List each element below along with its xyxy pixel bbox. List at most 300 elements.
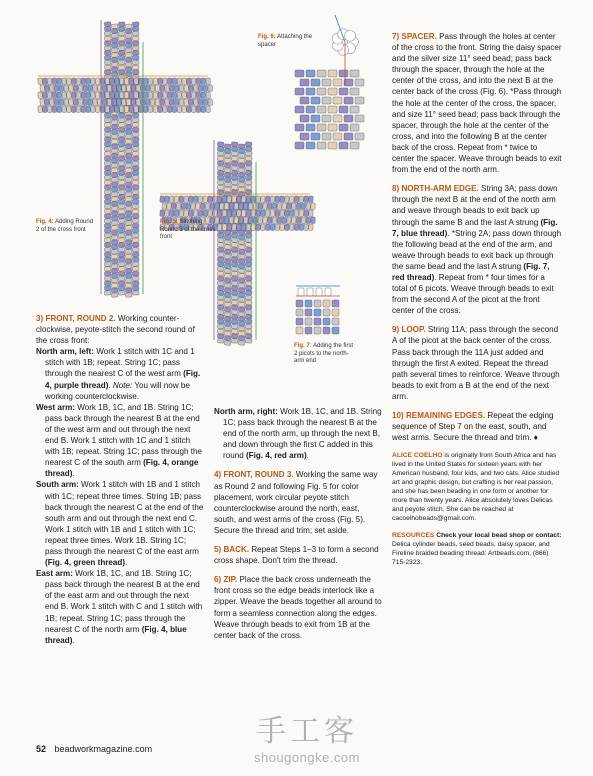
- bead: [217, 276, 224, 281]
- bead: [50, 99, 55, 106]
- bead: [74, 85, 79, 92]
- bead: [104, 243, 111, 248]
- bead: [238, 163, 245, 168]
- bead: [59, 85, 64, 92]
- bead: [238, 321, 245, 326]
- bead: [111, 24, 118, 29]
- bead: [81, 106, 86, 113]
- bead: [344, 97, 353, 104]
- bead: [45, 99, 50, 106]
- bead: [118, 204, 125, 209]
- bead: [111, 274, 118, 279]
- bead: [104, 267, 111, 272]
- bead: [125, 115, 132, 120]
- bead: [245, 334, 252, 339]
- bead: [187, 78, 192, 85]
- bead: [253, 217, 258, 224]
- bead: [224, 326, 231, 331]
- bead: [333, 133, 342, 140]
- bead: [217, 324, 224, 329]
- bead: [132, 223, 139, 228]
- bead: [231, 252, 238, 257]
- bead: [332, 309, 339, 316]
- bead: [118, 286, 125, 291]
- bead: [126, 99, 131, 106]
- bead: [125, 130, 132, 135]
- bead: [177, 106, 182, 113]
- bead: [219, 217, 224, 224]
- bead: [217, 295, 224, 300]
- bead: [217, 271, 224, 276]
- bead: [301, 203, 306, 210]
- bead: [115, 106, 120, 113]
- bead: [243, 217, 248, 224]
- bead: [118, 151, 125, 156]
- bead: [83, 85, 88, 92]
- fig7-caption: Fig. 7: Adding the first 2 picots to the north-arm end: [294, 343, 354, 365]
- bead: [201, 92, 206, 99]
- bead: [304, 196, 309, 203]
- bead: [245, 262, 252, 267]
- bead: [104, 271, 111, 276]
- bead: [263, 203, 268, 210]
- bead: [143, 92, 148, 99]
- bead: [245, 300, 252, 305]
- bead: [203, 99, 208, 106]
- bead: [217, 319, 224, 324]
- bead: [355, 115, 364, 122]
- bead: [111, 144, 118, 149]
- bead: [232, 210, 237, 217]
- bead: [47, 92, 52, 99]
- bead: [208, 99, 213, 106]
- bead: [238, 240, 245, 245]
- bead: [201, 78, 206, 85]
- bead: [261, 224, 266, 231]
- bead: [306, 106, 315, 113]
- bead: [182, 78, 187, 85]
- bead: [104, 195, 111, 200]
- bead: [355, 79, 364, 86]
- bead: [245, 329, 252, 334]
- bead: [132, 228, 139, 233]
- bead: [198, 196, 203, 203]
- bead: [294, 196, 299, 203]
- bead: [76, 92, 81, 99]
- bead: [118, 31, 125, 36]
- bead: [167, 203, 172, 210]
- page-footer: [36, 744, 152, 754]
- bead: [231, 334, 238, 339]
- bead: [104, 156, 111, 161]
- bead: [275, 210, 280, 217]
- left-column: [36, 313, 204, 646]
- bead: [125, 67, 132, 72]
- bead: [163, 106, 168, 113]
- bead: [311, 115, 320, 122]
- bead: [205, 203, 210, 210]
- bead: [309, 224, 314, 231]
- bead: [224, 264, 231, 269]
- bead: [167, 78, 172, 85]
- bead: [224, 259, 231, 264]
- bead: [119, 92, 124, 99]
- bead: [174, 196, 179, 203]
- bead: [95, 106, 100, 113]
- bead: [217, 252, 224, 257]
- bead: [104, 180, 111, 185]
- bead: [241, 196, 246, 203]
- bead: [231, 243, 238, 248]
- bead: [104, 204, 111, 209]
- bead: [248, 217, 253, 224]
- bead: [300, 97, 309, 104]
- bead: [344, 115, 353, 122]
- bead: [118, 291, 125, 296]
- bead: [291, 203, 296, 210]
- bead: [198, 210, 203, 217]
- bead: [245, 324, 252, 329]
- bead: [132, 219, 139, 224]
- bead: [238, 158, 245, 163]
- bead: [104, 36, 111, 41]
- bead: [43, 78, 48, 85]
- bead: [38, 92, 43, 99]
- bead: [111, 130, 118, 135]
- bead: [111, 173, 118, 178]
- bead: [296, 203, 301, 210]
- bead: [104, 147, 111, 152]
- bead: [111, 206, 118, 211]
- bead: [125, 53, 132, 58]
- bead: [253, 203, 258, 210]
- bead: [224, 168, 231, 173]
- bead: [132, 175, 139, 180]
- bead: [332, 300, 339, 307]
- bead: [182, 106, 187, 113]
- bead: [111, 197, 118, 202]
- bead: [104, 137, 111, 142]
- bead: [238, 307, 245, 312]
- bead: [76, 106, 81, 113]
- bead: [143, 78, 148, 85]
- bead: [118, 137, 125, 142]
- bead: [111, 115, 118, 120]
- bead: [104, 286, 111, 291]
- bead: [224, 288, 231, 293]
- bead: [261, 210, 266, 217]
- bead: [71, 106, 76, 113]
- bead: [231, 247, 238, 252]
- bead: [296, 327, 303, 334]
- bead: [355, 97, 364, 104]
- fig5-caption: Fig. 5: Stitching Round 3 of the cross front: [160, 219, 216, 241]
- bead: [118, 247, 125, 252]
- bead: [111, 43, 118, 48]
- bead: [111, 192, 118, 197]
- bead: [132, 27, 139, 32]
- bead: [52, 106, 57, 113]
- bead: [280, 196, 285, 203]
- bead: [201, 106, 206, 113]
- bead: [224, 144, 231, 149]
- bead: [328, 106, 337, 113]
- bead: [134, 78, 139, 85]
- bead: [272, 217, 277, 224]
- bead: [111, 264, 118, 269]
- bead: [118, 127, 125, 132]
- bead: [111, 58, 118, 63]
- bead: [309, 210, 314, 217]
- bead: [179, 99, 184, 106]
- bead: [132, 142, 139, 147]
- bead: [231, 319, 238, 324]
- bead: [132, 257, 139, 262]
- bead: [294, 210, 299, 217]
- bead: [118, 22, 125, 27]
- bead: [275, 196, 280, 203]
- bead: [277, 217, 282, 224]
- bead: [238, 230, 245, 235]
- bead: [111, 278, 118, 283]
- bead: [83, 99, 88, 106]
- bead: [125, 264, 132, 269]
- bead: [132, 243, 139, 248]
- bead: [194, 85, 199, 92]
- bead: [177, 78, 182, 85]
- bead: [86, 78, 91, 85]
- bead: [170, 99, 175, 106]
- fig7-picot-diagram: [296, 286, 340, 334]
- bead: [111, 283, 118, 288]
- bead: [224, 187, 231, 192]
- bead: [110, 106, 115, 113]
- bead: [258, 217, 263, 224]
- bead: [306, 217, 311, 224]
- bead: [118, 281, 125, 286]
- bead: [295, 88, 304, 95]
- bead: [217, 310, 224, 315]
- bead: [258, 203, 263, 210]
- bead: [118, 214, 125, 219]
- bead: [238, 259, 245, 264]
- bead: [251, 210, 256, 217]
- bead: [38, 106, 43, 113]
- bead: [104, 233, 111, 238]
- bead: [270, 210, 275, 217]
- bead: [217, 329, 224, 334]
- bead: [111, 240, 118, 245]
- bead: [104, 166, 111, 171]
- bead: [296, 318, 303, 325]
- bead: [322, 79, 331, 86]
- bead: [238, 173, 245, 178]
- bead: [339, 88, 348, 95]
- bead: [62, 106, 67, 113]
- bead: [95, 78, 100, 85]
- bead: [245, 243, 252, 248]
- step-5: 5) BACK. Repeat Steps 1–3 to form a second cross shape. Don't trim the thread.: [214, 545, 379, 566]
- bead: [118, 271, 125, 276]
- bead: [118, 147, 125, 152]
- fig6-caption: Fig. 6: Attaching the spacer: [258, 34, 313, 48]
- bead: [139, 78, 144, 85]
- bead: [238, 326, 245, 331]
- bead: [238, 273, 245, 278]
- bead: [231, 300, 238, 305]
- bead: [167, 92, 172, 99]
- bead: [160, 210, 165, 217]
- bead: [132, 185, 139, 190]
- bead: [172, 106, 177, 113]
- bead: [231, 262, 238, 267]
- bead: [215, 203, 220, 210]
- bead: [132, 267, 139, 272]
- bead: [217, 147, 224, 152]
- bead: [67, 92, 72, 99]
- bead: [224, 331, 231, 336]
- bead: [95, 92, 100, 99]
- bead: [125, 24, 132, 29]
- bead: [187, 106, 192, 113]
- bead: [184, 99, 189, 106]
- bead: [64, 99, 69, 106]
- bead: [146, 99, 151, 106]
- bead: [285, 196, 290, 203]
- bead: [238, 341, 245, 346]
- bead: [305, 318, 312, 325]
- bead: [296, 300, 303, 307]
- bead: [231, 156, 238, 161]
- bead: [111, 211, 118, 216]
- bead: [125, 144, 132, 149]
- bead: [155, 99, 160, 106]
- bead: [104, 46, 111, 51]
- bead: [227, 224, 232, 231]
- bead: [104, 175, 111, 180]
- bead: [125, 230, 132, 235]
- bead: [125, 226, 132, 231]
- bead: [238, 331, 245, 336]
- bead: [206, 78, 211, 85]
- bead: [317, 88, 326, 95]
- bead: [158, 92, 163, 99]
- bead: [117, 85, 122, 92]
- bead: [224, 293, 231, 298]
- bead: [125, 34, 132, 39]
- bead: [174, 85, 179, 92]
- bead: [118, 51, 125, 56]
- bead: [231, 286, 238, 291]
- bead: [328, 142, 337, 149]
- bead: [125, 245, 132, 250]
- bead: [165, 99, 170, 106]
- bead: [118, 123, 125, 128]
- bead: [245, 156, 252, 161]
- bead: [69, 99, 74, 106]
- bead: [231, 238, 238, 243]
- bead: [245, 315, 252, 320]
- bead: [224, 153, 231, 158]
- bead: [237, 210, 242, 217]
- bead: [104, 209, 111, 214]
- bead: [241, 224, 246, 231]
- bead: [104, 199, 111, 204]
- bead: [245, 147, 252, 152]
- bead: [125, 206, 132, 211]
- bead: [189, 85, 194, 92]
- bead: [231, 276, 238, 281]
- bead: [111, 202, 118, 207]
- bead: [104, 171, 111, 176]
- bead: [105, 106, 110, 113]
- bead: [307, 288, 313, 296]
- bead: [155, 85, 160, 92]
- bead: [69, 85, 74, 92]
- bead: [238, 187, 245, 192]
- bead: [238, 254, 245, 259]
- bead: [125, 120, 132, 125]
- bead: [132, 247, 139, 252]
- bead: [245, 267, 252, 272]
- bead: [224, 278, 231, 283]
- bead: [47, 78, 52, 85]
- bead: [118, 252, 125, 257]
- author-bio: ALICE COELHO is originally from South Africa and has lived in the United States for sixteen years with her American husband, four kids, and two cats. Alice studied art and graphic design, but crafting is her real passion, and she has been beading in one form or another for more than twenty years. Alice absolutely loves Delicas and peyote stitch. She can be reached at cacoelhobeads@gmail.com.: [392, 452, 560, 523]
- bead: [261, 196, 266, 203]
- bead: [125, 139, 132, 144]
- bead: [295, 70, 304, 77]
- bead: [301, 217, 306, 224]
- bead: [323, 327, 330, 334]
- bead: [304, 224, 309, 231]
- bead: [224, 283, 231, 288]
- bead: [150, 99, 155, 106]
- bead: [119, 106, 124, 113]
- bead: [118, 243, 125, 248]
- bead: [194, 99, 199, 106]
- bead: [270, 196, 275, 203]
- bead: [238, 288, 245, 293]
- bead: [237, 224, 242, 231]
- bead: [217, 142, 224, 147]
- bead: [238, 297, 245, 302]
- site-url: beadworkmagazine.com: [54, 744, 153, 754]
- bead: [238, 182, 245, 187]
- bead: [238, 302, 245, 307]
- bead: [245, 151, 252, 156]
- bead: [125, 163, 132, 168]
- bead: [125, 173, 132, 178]
- bead: [213, 196, 218, 203]
- bead: [222, 210, 227, 217]
- bead: [67, 78, 72, 85]
- bead: [160, 85, 165, 92]
- bead: [238, 269, 245, 274]
- bead: [289, 196, 294, 203]
- bead: [229, 217, 234, 224]
- bead: [104, 113, 111, 118]
- bead: [104, 41, 111, 46]
- bead: [186, 203, 191, 210]
- bead: [238, 283, 245, 288]
- bead: [111, 245, 118, 250]
- bead: [350, 70, 359, 77]
- fig4-caption: Fig. 4: Adding Round 2 of the cross front: [36, 219, 94, 233]
- bead: [287, 217, 292, 224]
- bead: [111, 134, 118, 139]
- bead: [231, 267, 238, 272]
